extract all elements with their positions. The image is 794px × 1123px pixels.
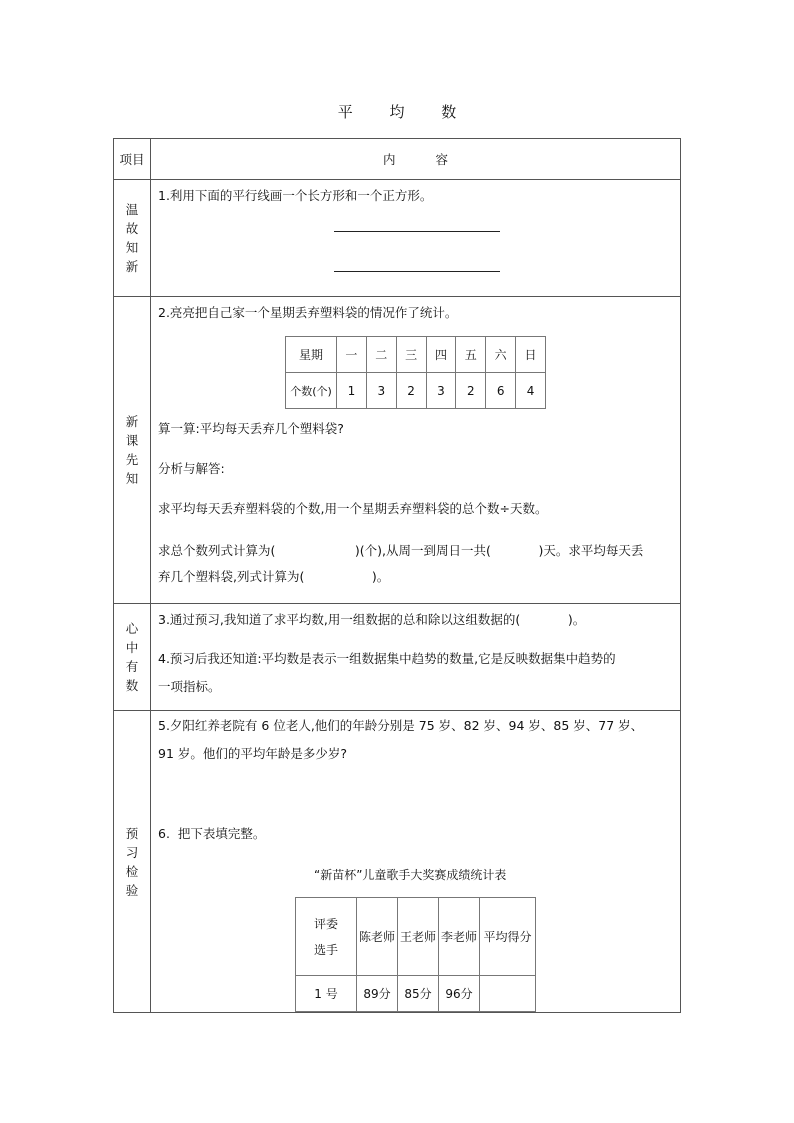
parallel-line-top xyxy=(334,231,500,232)
header-item: 项目 xyxy=(114,139,151,180)
section-label-text: 新课先知 xyxy=(125,414,139,486)
table-cell: 96分 xyxy=(439,976,480,1012)
question-2: 2.亮亮把自己家一个星期丢弃塑料袋的情况作了统计。 xyxy=(158,305,458,320)
corner-players-label: 选手 xyxy=(313,942,338,957)
table-cell: 6 xyxy=(486,373,516,409)
table-cell: 85分 xyxy=(398,976,439,1012)
section-review xyxy=(114,180,681,297)
table-row xyxy=(286,337,546,373)
question-4-line-2: 一项指标。 xyxy=(158,679,221,694)
fill-blank-line-1: 求总个数列式计算为( )(个),从周一到周日一共( )天。求平均每天丢 xyxy=(158,543,644,558)
table-header: 陈老师 xyxy=(357,898,398,976)
section-content xyxy=(151,180,681,297)
section-content xyxy=(151,604,681,711)
question-6: 6. 把下表填完整。 xyxy=(158,826,266,841)
table-cell: 3 xyxy=(426,373,456,409)
table-header: 星期 xyxy=(286,337,337,373)
table-row xyxy=(286,373,546,409)
corner-judges-label: 评委 xyxy=(313,916,338,931)
section-label xyxy=(114,711,151,1013)
table-row xyxy=(296,976,536,1012)
table-cell: 四 xyxy=(426,337,456,373)
header-content: 内 容 xyxy=(151,139,681,180)
player-cell: 1 号 xyxy=(296,976,357,1012)
table-cell: 日 xyxy=(516,337,546,373)
average-blank-cell xyxy=(480,976,536,1012)
question-2-ask: 算一算:平均每天丢弃几个塑料袋? xyxy=(158,421,344,436)
section-label-text: 心中有数 xyxy=(125,621,139,693)
header-row xyxy=(114,139,681,180)
section-label xyxy=(114,297,151,604)
section-new xyxy=(114,297,681,604)
section-label xyxy=(114,604,151,711)
section-mind xyxy=(114,604,681,711)
question-4-line-1: 4.预习后我还知道:平均数是表示一组数据集中趋势的数量,它是反映数据集中趋势的 xyxy=(158,651,616,666)
table-cell: 4 xyxy=(516,373,546,409)
table-header: 个数(个) xyxy=(286,373,337,409)
table-cell: 1 xyxy=(337,373,367,409)
table-cell: 2 xyxy=(396,373,426,409)
table-header: 李老师 xyxy=(439,898,480,976)
table-cell: 五 xyxy=(456,337,486,373)
score-table xyxy=(295,897,536,1012)
table-cell: 89分 xyxy=(357,976,398,1012)
section-content xyxy=(151,297,681,604)
fill-blank-line-2: 弃几个塑料袋,列式计算为( )。 xyxy=(158,569,390,584)
table-cell: 六 xyxy=(486,337,516,373)
section-content xyxy=(151,711,681,1013)
table-header: 王老师 xyxy=(398,898,439,976)
section-label xyxy=(114,180,151,297)
question-1: 1.利用下面的平行线画一个长方形和一个正方形。 xyxy=(158,188,433,203)
table-header: 平均得分 xyxy=(480,898,536,976)
table-cell: 3 xyxy=(366,373,396,409)
section-check xyxy=(114,711,681,1013)
question-5-line-2: 91 岁。他们的平均年龄是多少岁? xyxy=(158,746,348,761)
section-label-text: 温故知新 xyxy=(125,202,139,274)
plastic-bag-table xyxy=(285,336,546,409)
question-3: 3.通过预习,我知道了求平均数,用一组数据的总和除以这组数据的( )。 xyxy=(158,612,586,627)
corner-cell xyxy=(296,898,357,976)
table-row xyxy=(296,898,536,976)
table-cell: 二 xyxy=(366,337,396,373)
table-cell: 2 xyxy=(456,373,486,409)
table-cell: 三 xyxy=(396,337,426,373)
method-text: 求平均每天丢弃塑料袋的个数,用一个星期丢弃塑料袋的总个数÷天数。 xyxy=(158,501,548,516)
table-caption: “新苗杯”儿童歌手大奖赛成绩统计表 xyxy=(314,868,507,882)
table-cell: 一 xyxy=(337,337,367,373)
page-title: 平 均 数 xyxy=(337,103,473,121)
section-label-text: 预习检验 xyxy=(125,825,139,898)
worksheet-table xyxy=(113,138,681,1013)
question-5-line-1: 5.夕阳红养老院有 6 位老人,他们的年龄分别是 75 岁、82 岁、94 岁、85 岁、77 岁、 xyxy=(158,718,644,733)
analysis-heading: 分析与解答: xyxy=(158,461,225,476)
parallel-line-bottom xyxy=(334,271,500,272)
